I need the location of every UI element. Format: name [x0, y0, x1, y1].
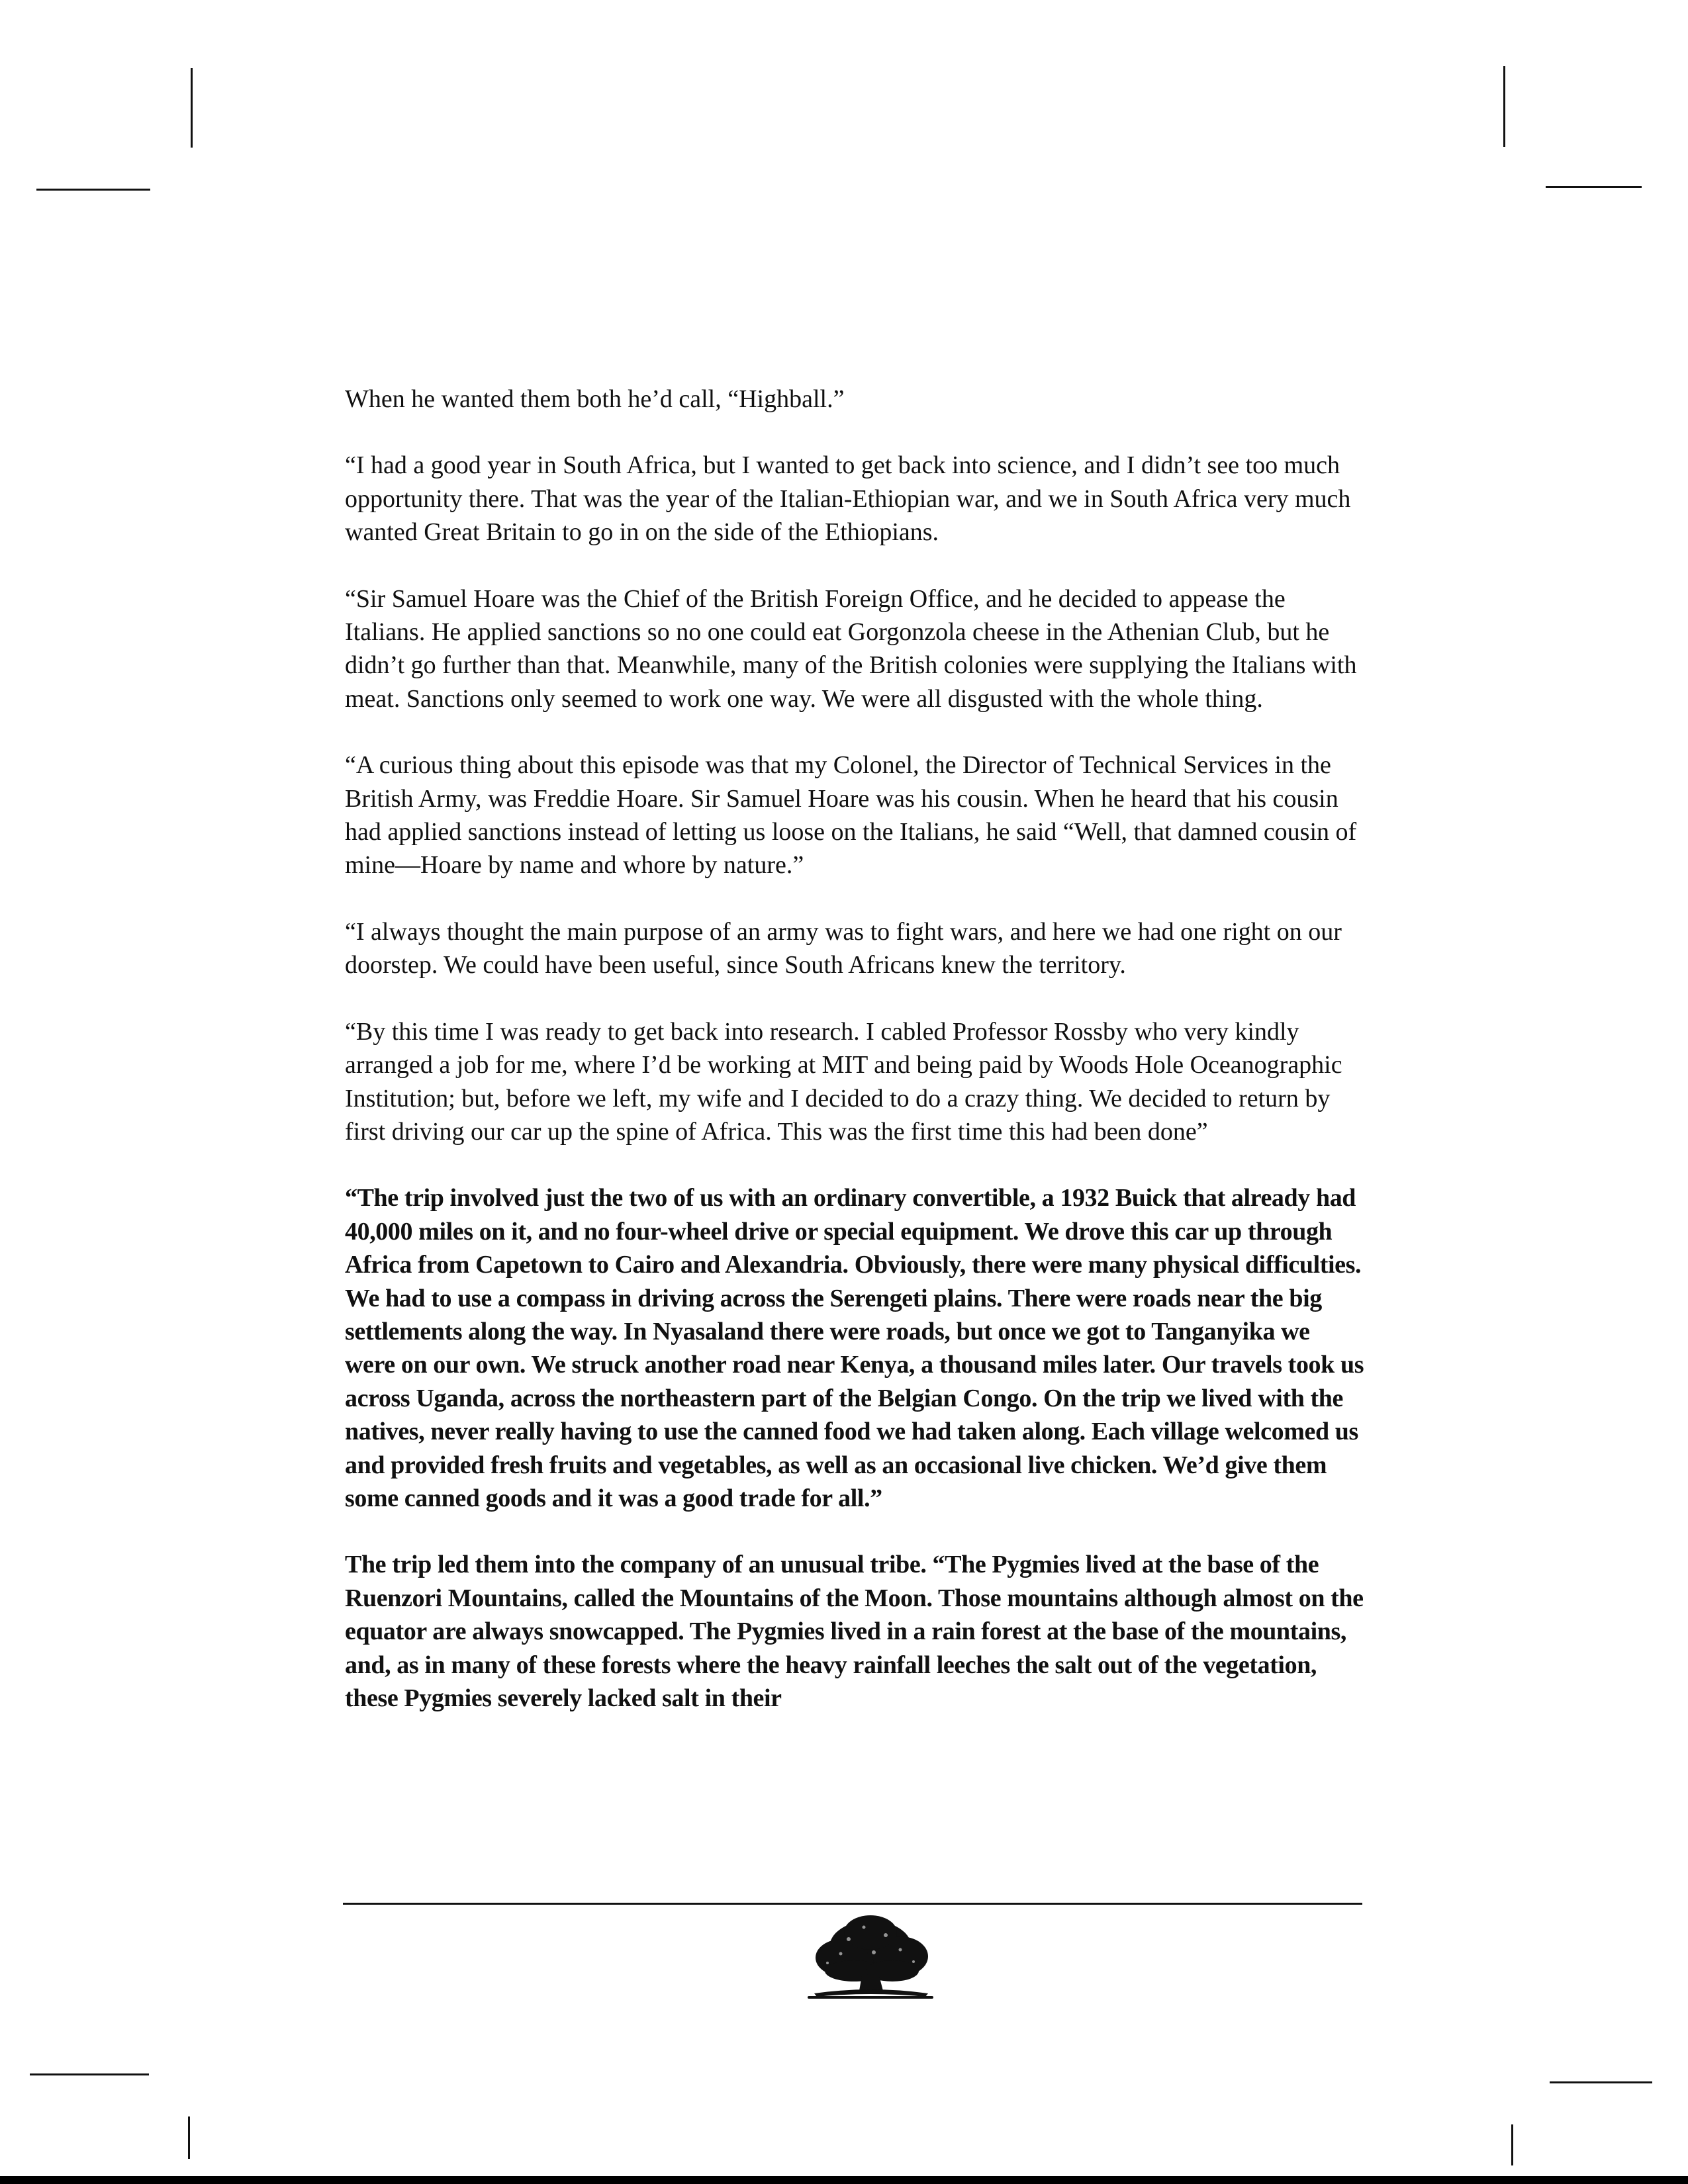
tree-logo-icon	[801, 1913, 940, 2002]
paragraph-6: “By this time I was ready to get back into research. I cabled Professor Rossby who very kindly arranged a job for me, where I’d be working at MIT and being paid by Woods Hole Oceanographic Institution; but, before we left, my wife and I decided to do a crazy thing. We decided to return by first driving our car up the spine of Africa. This was the first time this had been done”	[345, 1017, 1342, 1146]
paragraph-5: “I always thought the main purpose of an army was to fight wars, and here we had one right on our doorstep. We could have been useful, since South Africans knew the territory.	[345, 917, 1342, 979]
paragraph-4: “A curious thing about this episode was that my Colonel, the Director of Technical Services in the British Army, was Freddie Hoare. Sir Samuel Hoare was his cousin. When he heard that his cousin had applied sanctions instead of letting us loose on the Italians, he said “Well, that damned cousin of mine—Hoare by name and whore by nature.”	[345, 751, 1357, 880]
paragraph-1: When he wanted them both he’d call, “Highball.”	[345, 385, 845, 413]
paragraph-3: “Sir Samuel Hoare was the Chief of the British Foreign Office, and he decided to appease the Italians. He applied sanctions so no one could eat Gorgonzola cheese in the Athenian Club, but he didn’t go further than that. Meanwhile, many of the British colonies were supplying the Italians with meat. Sanctions only seemed to work one way. We were all disgusted with the whole thing.	[345, 584, 1357, 713]
crop-mark-bottom-right-vertical	[1511, 2124, 1513, 2165]
crop-mark-bottom-right-horizontal	[1550, 2081, 1652, 2083]
paragraph-2: “I had a good year in South Africa, but I wanted to get back into science, and I didn’t see too much opportunity there. That was the year of the Italian-Ethiopian war, and we in South Africa very much wanted Great Britain to go in on the side of the Ethiopians.	[345, 451, 1351, 547]
footer-rule	[343, 1903, 1362, 1905]
crop-mark-top-right-horizontal	[1546, 186, 1642, 188]
crop-mark-bottom-left-horizontal	[30, 2073, 149, 2075]
crop-mark-bottom-left-vertical	[188, 2116, 190, 2159]
page-body	[345, 383, 1364, 1748]
paragraph-7: “The trip involved just the two of us with an ordinary convertible, a 1932 Buick that already had 40,000 miles on it, and no four-wheel drive or special equipment. We drove this car up through Africa from Capetown to Cairo and Alexandria. Obviously, there were many physical difficulties. We had to use a compass in driving across the Serengeti plains. There were roads near the big settlements along the way. In Nyasaland there were roads, but once we got to Tanganyika we were on our own. We struck another road near Kenya, a thousand miles later. Our travels took us across Uganda, across the northeastern part of the Belgian Congo. On the trip we lived with the natives, never really having to use the canned food we had taken along. Each village welcomed us and provided fresh fruits and vegetables, as well as an occasional live chicken. We’d give them some canned goods and it was a good trade for all.”	[345, 1184, 1364, 1512]
paragraph-8: The trip led them into the company of an unusual tribe. “The Pygmies lived at the base of the Ruenzori Mountains, called the Mountains of the Moon. Those mountains although almost on the equator are always snowcapped. The Pygmies lived in a rain forest at the base of the mountains, and, as in many of these forests where the heavy rainfall leeches the salt out of the vegetation, these Pygmies severely lacked salt in their	[345, 1551, 1364, 1712]
scan-bottom-edge	[0, 2176, 1688, 2184]
crop-mark-top-left-vertical	[191, 68, 193, 148]
crop-mark-top-right-vertical	[1503, 66, 1505, 147]
crop-mark-top-left-horizontal	[36, 189, 150, 191]
